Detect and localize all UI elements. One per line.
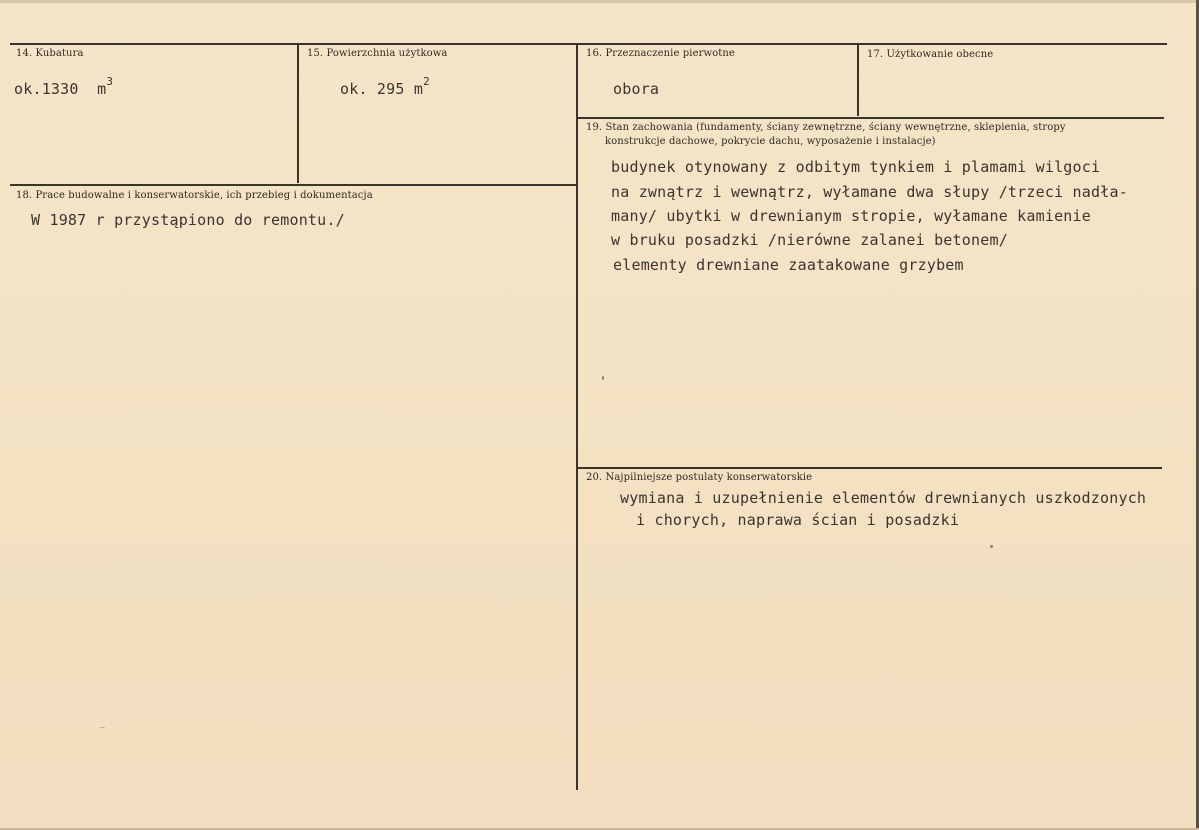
field-16-label: 16. Przeznaczenie pierwotne bbox=[586, 48, 735, 59]
field-19-line-4: w bruku posadzki /nierówne zalanei betonem/ bbox=[611, 231, 1008, 249]
volume-value: ok.1330 bbox=[14, 80, 79, 98]
rule-under-16-17 bbox=[577, 117, 1164, 119]
field-20-line-1: wymiana i uzupełnienie elementów drewnianych uszkodzonych bbox=[620, 489, 1147, 507]
field-20-label: 20. Najpilniejsze postulaty konserwatorskie bbox=[586, 472, 813, 483]
field-14-label: 14. Kubatura bbox=[16, 48, 84, 59]
field-14-value bbox=[14, 75, 114, 98]
volume-unit: m bbox=[97, 80, 107, 98]
field-16-value: obora bbox=[613, 80, 660, 98]
area-unit: m bbox=[413, 80, 424, 98]
divider-16-17 bbox=[857, 44, 859, 116]
rule-under-14-15 bbox=[10, 184, 577, 186]
field-18-label: 18. Prace budowalne i konserwatorskie, ich przebieg i dokumentacja bbox=[16, 190, 373, 201]
paper-speck bbox=[990, 545, 993, 548]
rule-above-20 bbox=[577, 467, 1162, 469]
paper-speck bbox=[100, 727, 105, 728]
top-rule bbox=[10, 43, 1167, 45]
field-20-line-2: i chorych, naprawa ścian i posadzki bbox=[636, 511, 960, 529]
main-center-divider bbox=[576, 44, 578, 790]
field-19-line-1: budynek otynowany z odbitym tynkiem i plamami wilgoci bbox=[611, 158, 1101, 176]
field-18-value: W 1987 r przystąpiono do remontu./ bbox=[31, 211, 345, 229]
paper-speck bbox=[602, 376, 604, 380]
field-15-label: 15. Powierzchnia użytkowa bbox=[307, 48, 448, 59]
volume-exponent: 3 bbox=[106, 75, 114, 88]
field-19-label-line1: 19. Stan zachowania (fundamenty, ściany zewnętrzne, ściany wewnętrzne, sklepienia, stropy bbox=[586, 122, 1066, 133]
area-exponent: 2 bbox=[423, 75, 430, 88]
card-top-edge bbox=[0, 0, 1199, 3]
area-value: ok. 295 bbox=[340, 80, 405, 98]
field-19-line-2: na zwnątrz i wewnątrz, wyłamane dwa słupy /trzeci nadła- bbox=[611, 183, 1128, 201]
field-19-line-3: many/ ubytki w drewnianym stropie, wyłamane kamienie bbox=[611, 207, 1091, 225]
field-15-value bbox=[340, 75, 430, 98]
field-17-label: 17. Użytkowanie obecne bbox=[867, 49, 994, 60]
field-19-line-5: elementy drewniane zaatakowane grzybem bbox=[613, 256, 964, 274]
field-19-label-line2: konstrukcje dachowe, pokrycie dachu, wyposażenie i instalacje) bbox=[605, 136, 936, 147]
divider-14-15 bbox=[297, 44, 299, 183]
